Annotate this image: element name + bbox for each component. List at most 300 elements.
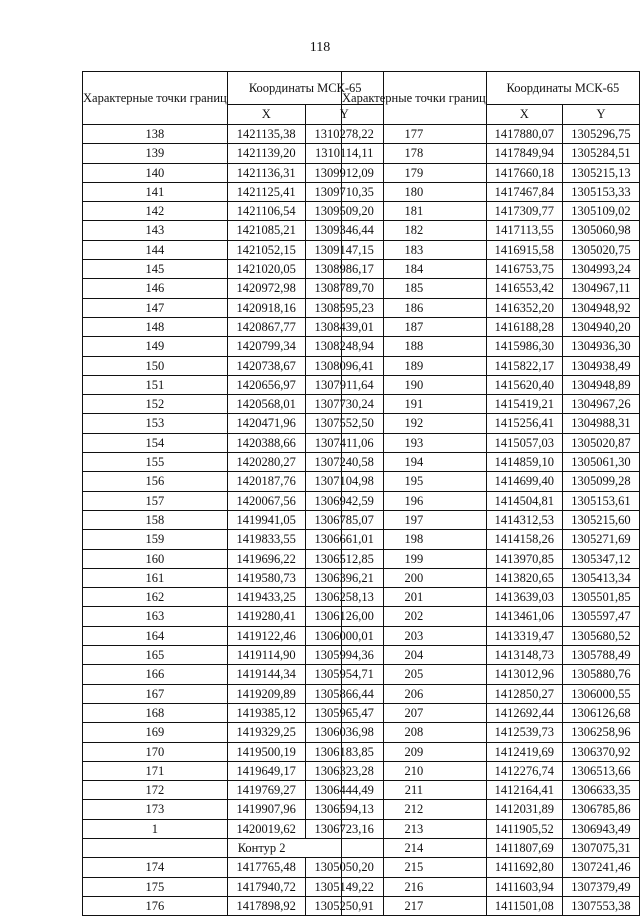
x-coordinate-cell: 1420388,66: [227, 433, 305, 452]
point-number-cell: 138: [83, 125, 228, 144]
x-coordinate-cell: 1415822,17: [486, 356, 562, 375]
point-number-cell: 197: [342, 510, 487, 529]
table-row: [83, 781, 384, 800]
x-coordinate-cell: 1420187,76: [227, 472, 305, 491]
table-row: [83, 260, 384, 279]
point-number-cell: 205: [342, 665, 487, 684]
y-coordinate-cell: 1307379,49: [562, 877, 639, 896]
y-coordinate-cell: 1304948,89: [562, 375, 639, 394]
table-row: [83, 337, 384, 356]
table-row: [342, 337, 640, 356]
y-coordinate-cell: 1307730,24: [305, 395, 383, 414]
y-coordinate-cell: 1309147,15: [305, 240, 383, 259]
table-row: [83, 163, 384, 182]
table-row: [342, 491, 640, 510]
table-row: [83, 742, 384, 761]
table-row: [342, 260, 640, 279]
x-coordinate-cell: 1421020,05: [227, 260, 305, 279]
point-number-cell: 164: [83, 626, 228, 645]
y-coordinate-cell: 1305271,69: [562, 530, 639, 549]
header-x: X: [486, 105, 562, 125]
y-coordinate-cell: 1308096,41: [305, 356, 383, 375]
point-number-cell: 214: [342, 838, 487, 857]
y-coordinate-cell: 1304938,49: [562, 356, 639, 375]
y-coordinate-cell: 1306661,01: [305, 530, 383, 549]
table-row: [342, 896, 640, 915]
point-number-cell: 193: [342, 433, 487, 452]
y-coordinate-cell: 1306258,13: [305, 588, 383, 607]
y-coordinate-cell: 1305413,34: [562, 568, 639, 587]
table-row: [342, 646, 640, 665]
table-row: [342, 510, 640, 529]
x-coordinate-cell: 1411905,52: [486, 819, 562, 838]
point-number-cell: 213: [342, 819, 487, 838]
point-number-cell: 206: [342, 684, 487, 703]
x-coordinate-cell: 1420067,56: [227, 491, 305, 510]
point-number-cell: 142: [83, 202, 228, 221]
point-number-cell: 156: [83, 472, 228, 491]
y-coordinate-cell: 1306396,21: [305, 568, 383, 587]
x-coordinate-cell: 1421136,31: [227, 163, 305, 182]
x-coordinate-cell: 1415620,40: [486, 375, 562, 394]
y-coordinate-cell: 1304948,92: [562, 298, 639, 317]
y-coordinate-cell: 1306942,59: [305, 491, 383, 510]
y-coordinate-cell: 1305296,75: [562, 125, 639, 144]
point-number-cell: 181: [342, 202, 487, 221]
y-coordinate-cell: 1305284,51: [562, 144, 639, 163]
table-row: [83, 607, 384, 626]
point-number-cell: 199: [342, 549, 487, 568]
y-coordinate-cell: 1310114,11: [305, 144, 383, 163]
y-coordinate-cell: 1306943,49: [562, 819, 639, 838]
point-number-cell: 200: [342, 568, 487, 587]
table-row: [342, 858, 640, 877]
x-coordinate-cell: 1413148,73: [486, 646, 562, 665]
table-row: [342, 665, 640, 684]
x-coordinate-cell: 1411807,69: [486, 838, 562, 857]
y-coordinate-cell: 1306126,00: [305, 607, 383, 626]
x-coordinate-cell: 1421052,15: [227, 240, 305, 259]
y-coordinate-cell: 1307411,06: [305, 433, 383, 452]
point-number-cell: 182: [342, 221, 487, 240]
point-number-cell: 172: [83, 781, 228, 800]
point-number-cell: 161: [83, 568, 228, 587]
header-coordinates: Координаты МСК-65: [227, 72, 383, 105]
point-number-cell: 167: [83, 684, 228, 703]
point-number-cell: 152: [83, 395, 228, 414]
point-number-cell: 185: [342, 279, 487, 298]
point-number-cell: 150: [83, 356, 228, 375]
x-coordinate-cell: 1419696,22: [227, 549, 305, 568]
x-coordinate-cell: 1421125,41: [227, 182, 305, 201]
point-number-cell: 189: [342, 356, 487, 375]
point-number-cell: 1: [83, 819, 228, 838]
table-body-right: [342, 125, 640, 916]
x-coordinate-cell: 1417898,92: [227, 896, 305, 915]
coordinates-table-right: [341, 71, 640, 916]
y-coordinate-cell: 1305153,33: [562, 182, 639, 201]
point-number-cell: 179: [342, 163, 487, 182]
x-coordinate-cell: 1420738,67: [227, 356, 305, 375]
y-coordinate-cell: 1306036,98: [305, 723, 383, 742]
point-number-cell: 153: [83, 414, 228, 433]
y-coordinate-cell: 1305866,44: [305, 684, 383, 703]
table-row: [83, 298, 384, 317]
y-coordinate-cell: 1305880,76: [562, 665, 639, 684]
x-coordinate-cell: 1419209,89: [227, 684, 305, 703]
x-coordinate-cell: 1413820,65: [486, 568, 562, 587]
table-row: [342, 125, 640, 144]
y-coordinate-cell: 1305250,91: [305, 896, 383, 915]
x-coordinate-cell: 1413319,47: [486, 626, 562, 645]
x-coordinate-cell: 1419649,17: [227, 761, 305, 780]
point-number-cell: 174: [83, 858, 228, 877]
y-coordinate-cell: 1304993,24: [562, 260, 639, 279]
y-coordinate-cell: 1305954,71: [305, 665, 383, 684]
table-row: [342, 202, 640, 221]
table-row: [342, 240, 640, 259]
point-number-cell: 149: [83, 337, 228, 356]
y-coordinate-cell: 1305597,47: [562, 607, 639, 626]
y-coordinate-cell: 1306183,85: [305, 742, 383, 761]
y-coordinate-cell: 1304967,11: [562, 279, 639, 298]
table-row: [342, 781, 640, 800]
table-row: [342, 877, 640, 896]
table-row: [83, 723, 384, 742]
y-coordinate-cell: 1306723,16: [305, 819, 383, 838]
point-number-cell: 175: [83, 877, 228, 896]
y-coordinate-cell: 1310278,22: [305, 125, 383, 144]
point-number-cell: 168: [83, 703, 228, 722]
y-coordinate-cell: 1305994,36: [305, 646, 383, 665]
table-row: [83, 491, 384, 510]
y-coordinate-cell: 1306785,07: [305, 510, 383, 529]
y-coordinate-cell: 1307911,64: [305, 375, 383, 394]
table-row: [342, 742, 640, 761]
point-number-cell: 157: [83, 491, 228, 510]
y-coordinate-cell: 1306000,55: [562, 684, 639, 703]
header-points: Характерные точки границ: [342, 72, 487, 125]
table-row: [83, 395, 384, 414]
y-coordinate-cell: 1308595,23: [305, 298, 383, 317]
table-row: [83, 182, 384, 201]
x-coordinate-cell: 1420471,96: [227, 414, 305, 433]
x-coordinate-cell: 1419329,25: [227, 723, 305, 742]
y-coordinate-cell: 1306258,96: [562, 723, 639, 742]
table-row: [83, 240, 384, 259]
table-row: [83, 356, 384, 375]
table-row: [83, 125, 384, 144]
x-coordinate-cell: 1419122,46: [227, 626, 305, 645]
point-number-cell: 192: [342, 414, 487, 433]
point-number-cell: 147: [83, 298, 228, 317]
x-coordinate-cell: 1416753,75: [486, 260, 562, 279]
y-coordinate-cell: 1305215,60: [562, 510, 639, 529]
table-row: [83, 221, 384, 240]
table-row: [342, 182, 640, 201]
table-body-left: [83, 125, 384, 839]
y-coordinate-cell: 1306785,86: [562, 800, 639, 819]
y-coordinate-cell: 1305109,02: [562, 202, 639, 221]
y-coordinate-cell: 1306633,35: [562, 781, 639, 800]
point-number-cell: 162: [83, 588, 228, 607]
point-number-cell: 176: [83, 896, 228, 915]
table-row: [342, 530, 640, 549]
point-number-cell: 146: [83, 279, 228, 298]
table-row: [342, 800, 640, 819]
x-coordinate-cell: 1412692,44: [486, 703, 562, 722]
point-number-cell: 158: [83, 510, 228, 529]
x-coordinate-cell: 1414504,81: [486, 491, 562, 510]
point-number-cell: 186: [342, 298, 487, 317]
x-coordinate-cell: 1419385,12: [227, 703, 305, 722]
y-coordinate-cell: 1305680,52: [562, 626, 639, 645]
point-number-cell: 171: [83, 761, 228, 780]
table-row: [342, 221, 640, 240]
y-coordinate-cell: 1307553,38: [562, 896, 639, 915]
table-row: [83, 588, 384, 607]
y-coordinate-cell: 1309710,35: [305, 182, 383, 201]
x-coordinate-cell: 1417940,72: [227, 877, 305, 896]
x-coordinate-cell: 1415057,03: [486, 433, 562, 452]
point-number-cell: 184: [342, 260, 487, 279]
y-coordinate-cell: 1308248,94: [305, 337, 383, 356]
coordinates-table-left: [82, 71, 384, 916]
point-number-cell: 215: [342, 858, 487, 877]
table-row: [342, 433, 640, 452]
point-number-cell: 155: [83, 453, 228, 472]
point-number-cell: 173: [83, 800, 228, 819]
table-row: [83, 375, 384, 394]
x-coordinate-cell: 1414158,26: [486, 530, 562, 549]
table-row: [83, 472, 384, 491]
y-coordinate-cell: 1308439,01: [305, 317, 383, 336]
point-number-cell: 195: [342, 472, 487, 491]
table-row: [83, 877, 384, 896]
x-coordinate-cell: 1411603,94: [486, 877, 562, 896]
point-number-cell: 188: [342, 337, 487, 356]
x-coordinate-cell: 1417113,55: [486, 221, 562, 240]
x-coordinate-cell: 1417309,77: [486, 202, 562, 221]
y-coordinate-cell: 1306126,68: [562, 703, 639, 722]
x-coordinate-cell: 1412850,27: [486, 684, 562, 703]
table-row: [342, 395, 640, 414]
x-coordinate-cell: 1412031,89: [486, 800, 562, 819]
y-coordinate-cell: 1306370,92: [562, 742, 639, 761]
table-row: [83, 858, 384, 877]
x-coordinate-cell: 1412539,73: [486, 723, 562, 742]
x-coordinate-cell: 1419941,05: [227, 510, 305, 529]
y-coordinate-cell: 1305347,12: [562, 549, 639, 568]
x-coordinate-cell: 1420867,77: [227, 317, 305, 336]
point-number-cell: 166: [83, 665, 228, 684]
table-row: [342, 163, 640, 182]
y-coordinate-cell: 1304940,20: [562, 317, 639, 336]
table-row: [342, 607, 640, 626]
y-coordinate-cell: 1306323,28: [305, 761, 383, 780]
y-coordinate-cell: 1307075,31: [562, 838, 639, 857]
y-coordinate-cell: 1305099,28: [562, 472, 639, 491]
x-coordinate-cell: 1417765,48: [227, 858, 305, 877]
table-row: [83, 414, 384, 433]
x-coordinate-cell: 1420019,62: [227, 819, 305, 838]
table-row: [342, 298, 640, 317]
y-coordinate-cell: 1305788,49: [562, 646, 639, 665]
table-row: [83, 317, 384, 336]
point-number-cell: 148: [83, 317, 228, 336]
table-row: [83, 549, 384, 568]
x-coordinate-cell: 1420799,34: [227, 337, 305, 356]
point-number-cell: 211: [342, 781, 487, 800]
point-number-cell: 144: [83, 240, 228, 259]
page-number: 118: [309, 40, 331, 55]
y-coordinate-cell: 1305501,85: [562, 588, 639, 607]
point-number-cell: 196: [342, 491, 487, 510]
table-row: [342, 375, 640, 394]
x-coordinate-cell: 1421135,38: [227, 125, 305, 144]
y-coordinate-cell: 1305149,22: [305, 877, 383, 896]
point-number-cell: 187: [342, 317, 487, 336]
y-coordinate-cell: 1307240,58: [305, 453, 383, 472]
table-row: [342, 626, 640, 645]
x-coordinate-cell: 1420918,16: [227, 298, 305, 317]
point-number-cell: 183: [342, 240, 487, 259]
table-row: [83, 646, 384, 665]
x-coordinate-cell: 1419144,34: [227, 665, 305, 684]
x-coordinate-cell: 1413461,06: [486, 607, 562, 626]
contour-row: [83, 838, 384, 857]
point-number-cell: 178: [342, 144, 487, 163]
header-y: Y: [305, 105, 383, 125]
x-coordinate-cell: 1412419,69: [486, 742, 562, 761]
x-coordinate-cell: 1420568,01: [227, 395, 305, 414]
x-coordinate-cell: 1415256,41: [486, 414, 562, 433]
table-row: [83, 819, 384, 838]
contour-label: Контур 2: [237, 840, 286, 855]
table-row: [342, 684, 640, 703]
point-number-cell: 202: [342, 607, 487, 626]
y-coordinate-cell: 1305965,47: [305, 703, 383, 722]
point-number-cell: 163: [83, 607, 228, 626]
table-row: [342, 356, 640, 375]
point-number-cell: 139: [83, 144, 228, 163]
x-coordinate-cell: 1413639,03: [486, 588, 562, 607]
y-coordinate-cell: 1309346,44: [305, 221, 383, 240]
x-coordinate-cell: 1419769,27: [227, 781, 305, 800]
x-coordinate-cell: 1411692,80: [486, 858, 562, 877]
y-coordinate-cell: 1305153,61: [562, 491, 639, 510]
y-coordinate-cell: 1306594,13: [305, 800, 383, 819]
x-coordinate-cell: 1416915,58: [486, 240, 562, 259]
table-row: [342, 703, 640, 722]
x-coordinate-cell: 1415986,30: [486, 337, 562, 356]
y-coordinate-cell: 1304936,30: [562, 337, 639, 356]
point-number-cell: 170: [83, 742, 228, 761]
point-number-cell: 140: [83, 163, 228, 182]
point-number-cell: 151: [83, 375, 228, 394]
x-coordinate-cell: 1421139,20: [227, 144, 305, 163]
table-row: [342, 317, 640, 336]
y-coordinate-cell: 1309912,09: [305, 163, 383, 182]
table-row: [83, 279, 384, 298]
table-row: [342, 472, 640, 491]
table-row: [83, 144, 384, 163]
table-row: [342, 819, 640, 838]
y-coordinate-cell: 1305061,30: [562, 453, 639, 472]
point-number-cell: 159: [83, 530, 228, 549]
y-coordinate-cell: 1308986,17: [305, 260, 383, 279]
y-coordinate-cell: 1306000,01: [305, 626, 383, 645]
point-number-cell: 207: [342, 703, 487, 722]
table-row: [83, 433, 384, 452]
x-coordinate-cell: 1419280,41: [227, 607, 305, 626]
x-coordinate-cell: 1416553,42: [486, 279, 562, 298]
x-coordinate-cell: 1417849,94: [486, 144, 562, 163]
point-number-cell: 145: [83, 260, 228, 279]
x-coordinate-cell: 1419433,25: [227, 588, 305, 607]
x-coordinate-cell: 1413012,96: [486, 665, 562, 684]
x-coordinate-cell: 1415419,21: [486, 395, 562, 414]
point-number-cell: 212: [342, 800, 487, 819]
y-coordinate-cell: 1309509,20: [305, 202, 383, 221]
table-row: [83, 896, 384, 915]
table-row: [83, 202, 384, 221]
x-coordinate-cell: 1413970,85: [486, 549, 562, 568]
point-number-cell: 216: [342, 877, 487, 896]
x-coordinate-cell: 1421085,21: [227, 221, 305, 240]
point-number-cell: 177: [342, 125, 487, 144]
point-number-cell: 203: [342, 626, 487, 645]
x-coordinate-cell: 1417467,84: [486, 182, 562, 201]
x-coordinate-cell: 1419580,73: [227, 568, 305, 587]
point-number-cell: 190: [342, 375, 487, 394]
table-row: [83, 761, 384, 780]
table-row: [342, 588, 640, 607]
x-coordinate-cell: 1417880,07: [486, 125, 562, 144]
y-coordinate-cell: 1308789,70: [305, 279, 383, 298]
table-row: [342, 723, 640, 742]
x-coordinate-cell: 1414312,53: [486, 510, 562, 529]
x-coordinate-cell: 1416188,28: [486, 317, 562, 336]
point-number-cell: 217: [342, 896, 487, 915]
x-coordinate-cell: 1416352,20: [486, 298, 562, 317]
point-number-cell: 191: [342, 395, 487, 414]
header-points: Характерные точки границ: [83, 72, 228, 125]
x-coordinate-cell: 1414859,10: [486, 453, 562, 472]
x-coordinate-cell: 1420972,98: [227, 279, 305, 298]
y-coordinate-cell: 1307552,50: [305, 414, 383, 433]
y-coordinate-cell: 1307241,46: [562, 858, 639, 877]
table-row: [83, 530, 384, 549]
table-row: [342, 279, 640, 298]
point-number-cell: 160: [83, 549, 228, 568]
x-coordinate-cell: 1414699,40: [486, 472, 562, 491]
table-row: [342, 549, 640, 568]
point-number-cell: 154: [83, 433, 228, 452]
y-coordinate-cell: 1305050,20: [305, 858, 383, 877]
y-coordinate-cell: 1305060,98: [562, 221, 639, 240]
y-coordinate-cell: 1304967,26: [562, 395, 639, 414]
table-row: [342, 761, 640, 780]
x-coordinate-cell: 1412164,41: [486, 781, 562, 800]
point-number-cell: 165: [83, 646, 228, 665]
table-row: [342, 144, 640, 163]
y-coordinate-cell: 1306444,49: [305, 781, 383, 800]
table-row: [342, 414, 640, 433]
point-number-cell: 169: [83, 723, 228, 742]
y-coordinate-cell: 1306512,85: [305, 549, 383, 568]
y-coordinate-cell: 1305020,87: [562, 433, 639, 452]
